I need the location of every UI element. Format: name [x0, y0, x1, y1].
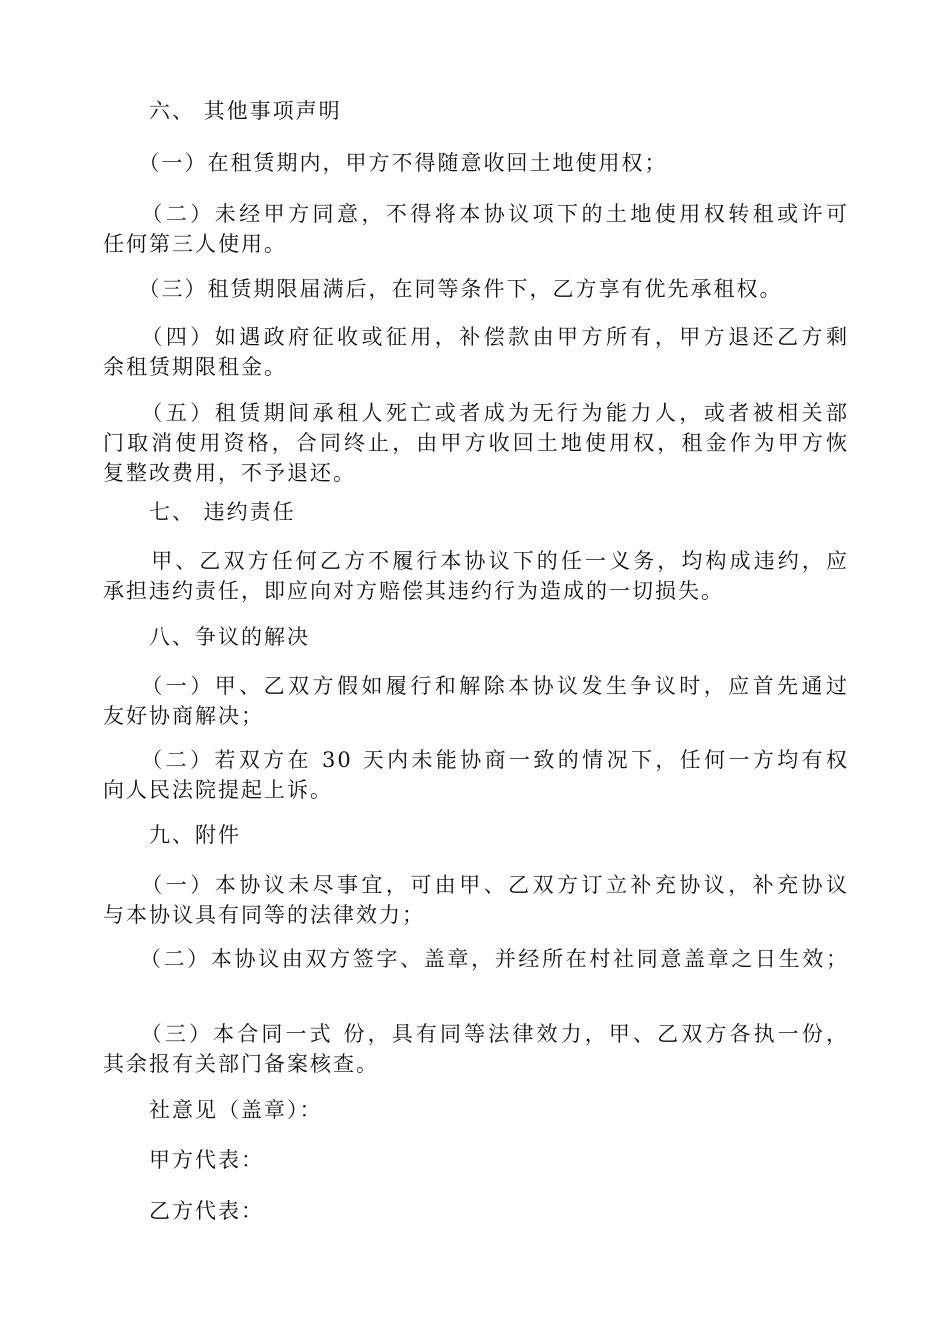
text-line: （二）本协议由双方签字、盖章，并经所在村社同意盖章之日生效；	[103, 947, 849, 971]
text-line: 七、 违约责任	[103, 500, 296, 524]
clause-9-2	[103, 944, 849, 974]
text-line: （四）如遇政府征收或征用，补偿款由甲方所有，甲方退还乙方剩	[103, 325, 849, 349]
clause-9-3	[103, 1019, 849, 1079]
clause-6-1	[103, 148, 849, 178]
section-8-heading	[103, 622, 849, 652]
text-line: 承担违约责任，即应向对方赔偿其违约行为造成的一切损失。	[103, 579, 724, 603]
clause-9-1	[103, 870, 849, 930]
text-line: 任何第三人使用。	[103, 232, 287, 256]
text-line: （一）在租赁期内，甲方不得随意收回土地使用权；	[103, 151, 668, 175]
section-9-heading	[103, 820, 849, 850]
text-line: （三）租赁期限届满后，在同等条件下，乙方享有优先承租权。	[103, 277, 783, 301]
clause-6-5	[103, 398, 849, 488]
text-line: 向人民法院提起上诉。	[103, 778, 333, 802]
village-opinion-seal	[103, 1095, 849, 1125]
text-line: （一）甲、乙双方假如履行和解除本协议发生争议时，应首先通过	[103, 674, 849, 698]
party-a-representative	[103, 1145, 849, 1175]
text-line: 九、附件	[103, 823, 241, 847]
text-line: 余租赁期限租金。	[103, 355, 287, 379]
text-line: （一）本协议未尽事宜，可由甲、乙双方订立补充协议，补充协议	[103, 873, 849, 897]
text-line: 甲方代表：	[103, 1148, 264, 1172]
text-line: 友好协商解决；	[103, 704, 264, 728]
text-line: 社意见（盖章）：	[103, 1098, 323, 1122]
section-7-heading	[103, 497, 849, 527]
text-line: （二）未经甲方同意，不得将本协议项下的土地使用权转租或许可	[103, 202, 849, 226]
party-b-representative	[103, 1196, 849, 1226]
section-7-body	[103, 546, 849, 606]
clause-6-4	[103, 322, 849, 382]
text-line: 乙方代表：	[103, 1199, 264, 1223]
clause-8-1	[103, 671, 849, 731]
clause-6-3	[103, 274, 849, 304]
clause-8-2	[103, 745, 849, 805]
text-line: 六、 其他事项声明	[103, 99, 342, 123]
text-line: 其余报有关部门备案核查。	[103, 1052, 379, 1076]
text-line: （五）租赁期间承租人死亡或者成为无行为能力人，或者被相关部	[103, 401, 849, 425]
text-line: 复整改费用，不予退还。	[103, 461, 356, 485]
text-line: 与本协议具有同等的法律效力；	[103, 903, 425, 927]
section-6-heading	[103, 96, 849, 126]
text-line: 门取消使用资格，合同终止，由甲方收回土地使用权，租金作为甲方恢	[103, 431, 849, 455]
text-line: （三）本合同一式 份，具有同等法律效力，甲、乙双方各执一份，	[103, 1022, 849, 1046]
text-line: 八、争议的解决	[103, 625, 310, 649]
clause-6-2	[103, 199, 849, 259]
text-line: （二）若双方在 30 天内未能协商一致的情况下，任何一方均有权	[103, 748, 849, 772]
text-line: 甲、乙双方任何乙方不履行本协议下的任一义务，均构成违约，应	[103, 549, 849, 573]
